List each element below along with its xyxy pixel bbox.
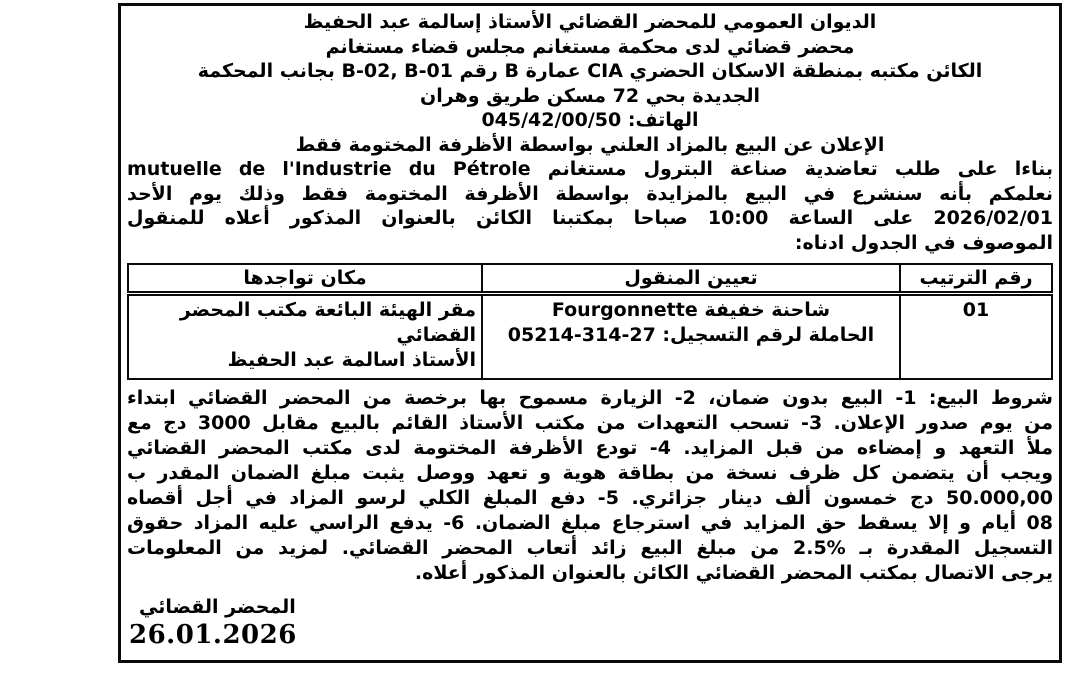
designation-registration: الحاملة لرقم التسجيل: 27-314-05214	[507, 324, 875, 346]
header-line-phone: الهاتف: 045/42/00/50	[481, 109, 699, 131]
table-header-order-number: رقم الترتيب	[900, 264, 1052, 294]
designation-vehicle: شاحنة خفيفة Fourgonnette	[551, 299, 831, 321]
location-line: مقر الهيئة البائعة مكتب المحضر	[179, 299, 476, 321]
header-line-address-1: الكائن مكتبه بمنطقة الاسكان الحضري CIA عمارة B رقم B-02, B-01 بجانب المحكمة	[197, 60, 983, 82]
header-line-bailiff: محضر قضائي لدى محكمة مستغانم مجلس قضاء مستغانم	[325, 35, 855, 58]
conditions-line: التسجيل المقدرة بـ %2.5 من مبلغ البيع زائد أتعاب المحضر القضائي. لمزيد من المعلومات	[127, 537, 1054, 559]
auction-items-table	[127, 263, 1053, 380]
cell-order-number: 01	[900, 294, 1052, 380]
table-header-designation: تعيين المنقول	[482, 264, 900, 294]
intro-line-datetime: 2026/02/01 على الساعة 10:00 صباحا بمكتبنا الكائن بالعنوان المذكور أعلاه للمنقول	[127, 207, 1053, 229]
conditions-line: شروط البيع: 1- البيع بدون ضمان، 2- الزيارة مسموح بها برخصة من المحضر القضائي ابتداء	[127, 387, 1053, 409]
conditions-line-last: يرجى الاتصال بمكتب المحضر القضائي الكائن بالعنوان المذكور أعلاه.	[414, 562, 1053, 584]
signature-block	[127, 595, 1053, 650]
notice-document	[118, 3, 1062, 663]
intro-line-table-ref: الموصوف في الجدول ادناه:	[794, 231, 1053, 254]
table-header-location: مكان تواجدها	[128, 264, 482, 294]
location-line: القضائي	[396, 324, 476, 346]
intro-line-notice: نعلمكم بأنه سنشرع في البيع بالمزايدة بواسطة الأظرفة المختومة فقط وذلك يوم الأحد	[127, 182, 1053, 205]
table-row	[128, 294, 1052, 380]
signature-date: 26.01.2026	[129, 620, 297, 650]
conditions-line: ملأ التعهد و إمضاءه من قبل المزايد. 4- تودع الأظرفة المختومة لدى مكتب المحضر القضائي	[127, 437, 1054, 459]
header-line-office: الديوان العمومي للمحضر القضائي الأستاذ إسالمة عبد الحفيظ	[303, 11, 877, 33]
sale-conditions	[127, 386, 1053, 586]
conditions-line: ويجب أن يتضمن كل ظرف نسخة من بطاقة هوية و تعهد ووصل يثبت مبلغ الضمان المقدر ب	[127, 462, 1053, 484]
conditions-line: من يوم صدور الإعلان. 3- تسحب التعهدات من مكتب الأستاذ القائم بالبيع مقابل 3000 دج مع	[127, 412, 1053, 434]
header-line-address-2: الجديدة بحي 72 مسكن طريق وهران	[420, 84, 760, 107]
signature-title: المحضر القضائي	[139, 596, 296, 618]
cell-designation	[482, 294, 900, 380]
cell-location	[128, 294, 482, 380]
intro-line-request: بناءا على طلب تعاضدية صناعة البترول مستغانم mutuelle de l'Industrie du Pétrole	[127, 158, 1053, 180]
conditions-line: 50.000,00 دج خمسون ألف دينار جزائري. 5- دفع المبلغ الكلي لرسو المزاد في أجل أقصاه	[127, 487, 1053, 509]
location-line: الأستاذ اسالمة عبد الحفيظ	[227, 349, 476, 371]
conditions-line: 08 أيام و إلا يسقط حق المزايد في استرجاع مبلغ الضمان. 6- يدفع الراسي عليه المزاد حقوق	[127, 512, 1053, 534]
header-line-announcement-title: الإعلان عن البيع بالمزاد العلني بواسطة الأظرفة المختومة فقط	[295, 133, 885, 156]
table-header-row	[128, 264, 1052, 294]
